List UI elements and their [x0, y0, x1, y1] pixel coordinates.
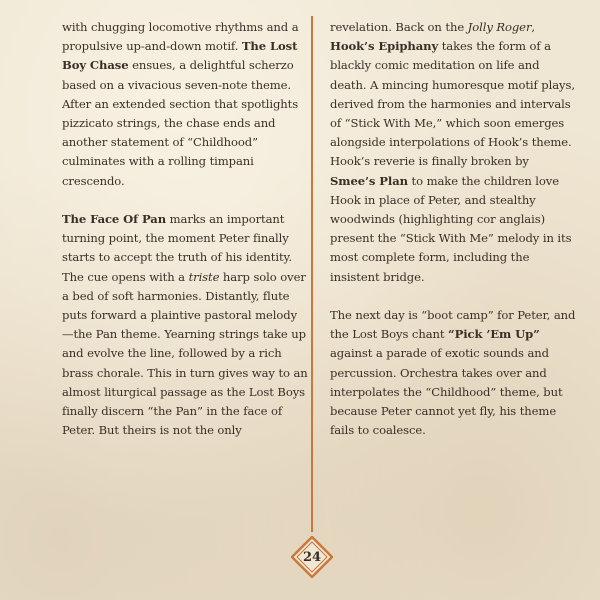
text-run: against a parade of exotic sounds and percussion. Orchestra takes over and interpolates the “Childhood” theme, but because Peter cannot yet fly, his theme fails to coalesce.: [330, 346, 563, 438]
page-number: 24: [302, 549, 322, 565]
right-paragraph-2: [330, 306, 576, 440]
text-run: The next day is “boot camp” for Peter, and the Lost Boys chant: [330, 308, 576, 342]
right-paragraph-1: [330, 18, 576, 287]
cue-title-pick-em-up: “Pick ’Em Up”: [448, 327, 540, 342]
text-run: marks an important turning point, the moment Peter finally starts to accept the truth of his identity. The cue opens with a: [62, 212, 293, 284]
text-run: harp solo over a bed of soft harmonies. Distantly, flute puts forward a plaintive pastoral melody—the Pan theme. Yearning strings take up and evolve the line, followed by a rich brass chorale. This in turn gives way to an almost liturgical passage as the Lost Boys finally discern “the Pan” in the face of Peter. But theirs is not the only: [62, 269, 308, 438]
left-paragraph-1: [62, 18, 308, 191]
cue-title-lost-boy-chase: The Lost Boy Chase: [62, 39, 298, 73]
text-run: ,: [531, 20, 535, 34]
text-run: revelation. Back on the: [330, 20, 468, 34]
column-divider: [311, 16, 313, 532]
page-number-badge: [291, 536, 333, 578]
text-run: with chugging locomotive rhythms and a propulsive up-and-down motif.: [62, 20, 299, 54]
left-column: [62, 18, 308, 440]
text-run: ensues, a delightful scherzo based on a vivacious seven-note theme. After an extended section that spotlights pizzicato strings, the chase ends and another statement of “Childhood” culminates with a rolling timpani crescendo.: [62, 58, 299, 188]
right-column: [330, 18, 576, 440]
text-run: takes the form of a blackly comic meditation on life and death. A mincing humoresque motif plays, derived from the harmonies and intervals of “Stick With Me,” which soon emerges alongside interpolations of Hook’s theme. Hook’s reverie is finally broken by: [330, 39, 575, 169]
cue-title-smees-plan: Smee’s Plan: [330, 173, 408, 188]
text-run: to make the children love Hook in place of Peter, and stealthy woodwinds (highlighting cor anglais) present the “Stick With Me” melody in its most complete form, including the insistent bridge.: [330, 173, 572, 284]
cue-title-face-of-pan: The Face Of Pan: [62, 212, 167, 227]
left-paragraph-2: [62, 210, 308, 440]
cue-title-hooks-epiphany: Hook’s Epiphany: [330, 39, 439, 54]
italic-ship-name: Jolly Roger: [467, 20, 532, 34]
italic-term-triste: triste: [188, 269, 220, 284]
